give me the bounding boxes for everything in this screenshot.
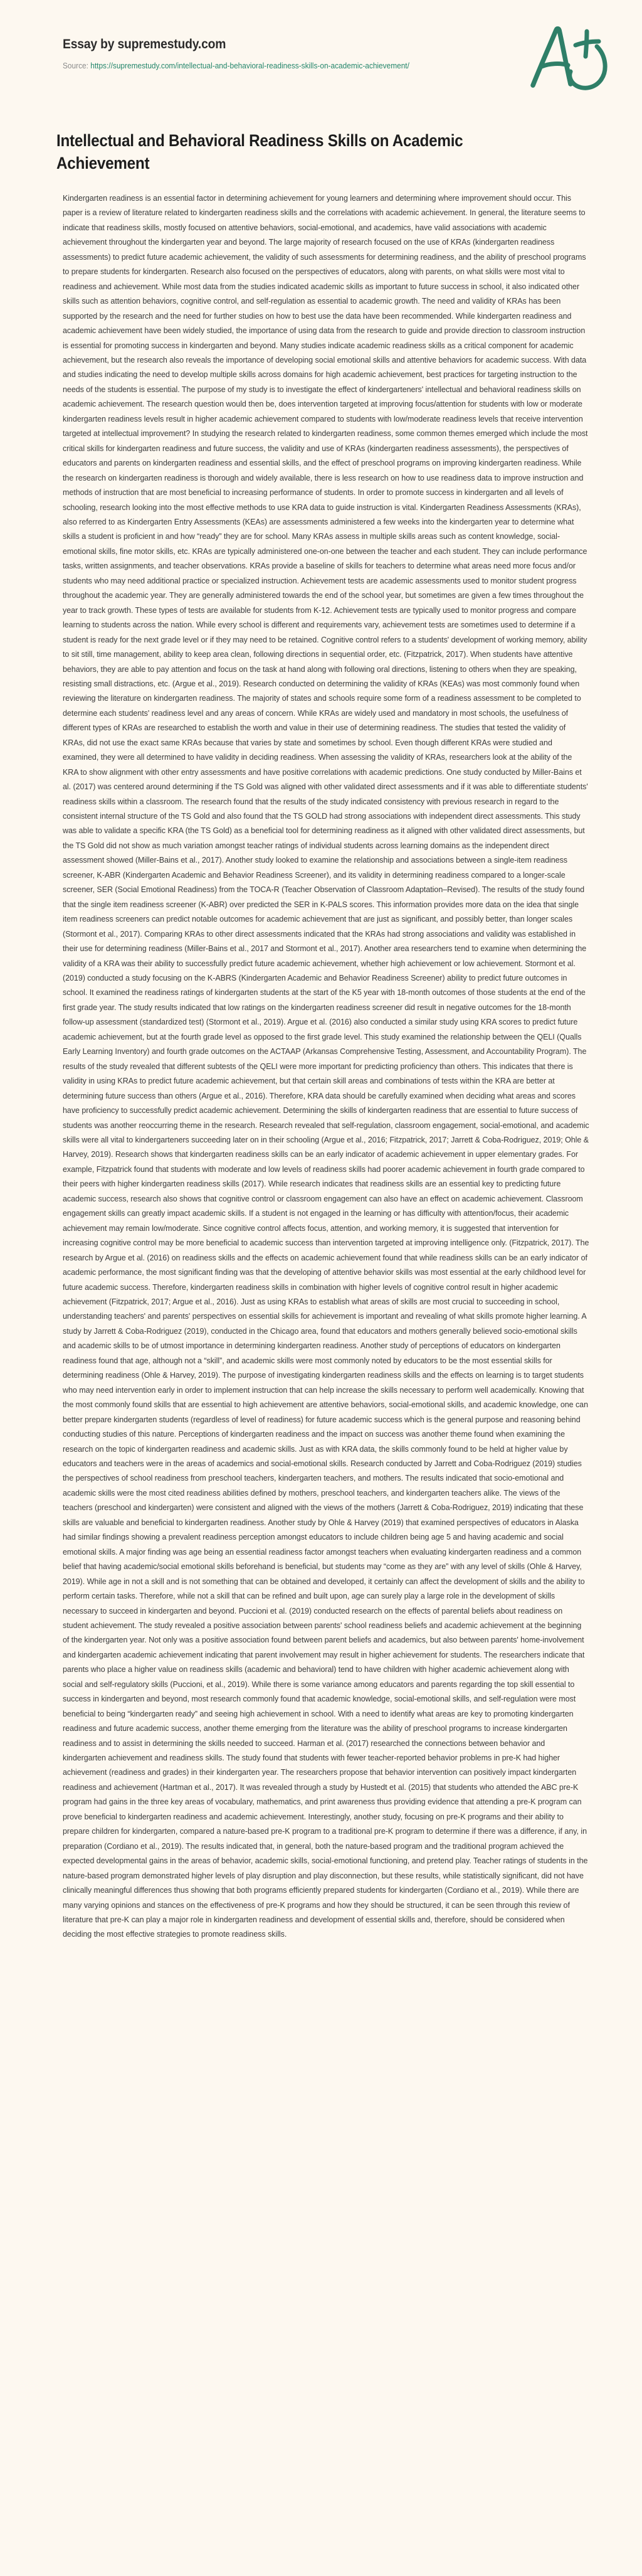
essay-paragraph: Kindergarten readiness is an essential factor in determining achievement for young learners and determining where improvement should occur. This paper is a review of literature related to kindergarten readiness skills and the correlations with academic achievement. In general, the literature seems to indicate that readiness skills, mostly focused on attentive behaviors, social-emotional, and academics, have valid associations with academic achievement throughout the kindergarten year and beyond. The large majority of research focused on the use of KRAs (kindergarten readiness assessments) to predict future academic achievement, the validity of such assessments for determining readiness, and the ability of preschool programs to prepare students for kindergarten. Research also focused on the perspectives of educators, along with parents, on what skills were most vital to readiness and achievement. While most data from the studies indicated academic skills as important to future success in school, it also indicated other skills such as attention behaviors, cognitive control, and self-regulation as essential to academic growth. The need and validity of KRAs has been supported by the research and the need for further studies on how to best use the data have been recommended. While kindergarten readiness and academic achievement have been widely studied, the importance of using data from the research to guide and provide direction to classroom instruction is essential for promoting success in kindergarten and beyond. Many studies indicate academic readiness skills as a critical component for academic achievement, but the research also reveals the importance of developing social emotional skills and attentive behaviors for academic success. With data and studies indicating the need to develop multiple skills across domains for high academic achievement, best practices for targeting instruction to the needs of the students is essential. The purpose of my study is to investigate the effect of kindergarteners' intellectual and behavioral readiness skills on academic achievement. The research question would then be, does intervention targeted at improving focus/attention for students with low or moderate kindergarten readiness levels result in higher academic achievement compared to students with low/moderate readiness levels that receive intervention targeted at intellectual improvement? In studying the research related to kindergarten readiness, some common themes emerged which include the most critical skills for kindergarten readiness and future success, the validity and use of KRAs (kindergarten readiness assessments), the perspectives of educators and parents on kindergarten readiness and essential skills, and the effect of preschool programs on improving kindergarten readiness. While the research on kindergarten readiness is thorough and widely available, there is less research on how to use readiness data to improve instruction and methods of instruction that are most beneficial to increasing performance of students. In order to promote success in kindergarten and all levels of schooling, research looking into the most effective methods to use KRA data to guide instruction is vital. Kindergarten Readiness Assessments (KRAs), also referred to as Kindergarten Entry Assessments (KEAs) are assessments administered a few weeks into the kindergarten year to determine what skills a student is proficient in and how “ready” they are for school. Many KRAs assess in multiple skills areas such as content knowledge, social-emotional skills, fine motor skills, etc. KRAs are typically administered one-on-one between the teacher and each student. They can include performance tasks, written assignments, and teacher observations. KRAs provide a baseline of skills for teachers to determine what areas need more focus and/or students who may need additional practice or specialized instruction. Achievement tests are academic assessments used to monitor student progress throughout the academic year. They are generally administered towards the end of the school year, but sometimes are given a few times throughout the year to track growth. These types of tests are available for students from K-12. Achievement tests are typically used to monitor progress and compare learning to students across the nation. While every school is different and requirements vary, achievement tests are sometimes used to determine if a student is ready for the next grade level or if they may need to be retained. Cognitive control refers to a students' development of working memory, ability to sit still, time management, ability to keep area clean, following directions in sequential order, etc. (Fitzpatrick, 2017). When students have attentive behaviors, they are able to pay attention and focus on the task at hand along with following oral directions, listening to others when they are speaking, resisting small distractions, etc. (Argue et al., 2019). Research conducted on determining the validity of KRAs (KEAs) was most commonly found when reviewing the literature on kindergarten readiness. The majority of states and schools require some form of a readiness assessment to be completed to determine each students' readiness level and any areas of concern. While KRAs are widely used and mandatory in most schools, the usefulness of different types of KRAs are researched to establish the worth and value in their use of determining readiness. The studies that tested the validity of KRAs, did not use the exact same KRAs because that varies by state and sometimes by school. Even though different KRAs were studied and examined, they were all determined to have validity in deciding readiness. When assessing the validity of KRAs, researchers look at the ability of the KRA to show alignment with other entry assessments and have positive correlations with academic predictions. One study conducted by Miller-Bains et al. (2017) was centered around determining if the TS Gold was aligned with other validated direct assessments and if it was able to differentiate students' readiness skills within a classroom. The research found that the results of the study indicated consistency with previous research in regard to the consistent internal structure of the TS Gold and also found that the TS GOLD had strong associations with independent direct assessments. This study was able to validate a specific KRA (the TS Gold) as a beneficial tool for determining readiness as it aligned with other validated direct assessments, but the TS Gold did not show as much variation amongst teacher ratings of individual students across learning domains as the independent direct assessment showed (Miller-Bains et al., 2017). Another study looked to examine the relationship and associations between a single-item readiness screener, K-ABR (Kindergarten Academic and Behavior Readiness Screener), and its validity in determining readiness compared to a longer-scale screener, SER (Social Emotional Readiness) from the TOCA-R (Teacher Observation of Classroom Adaptation–Revised). The results of the study found that the single item readiness screener (K-ABR) over predicted the SER in K-PALS scores. This information provides more data on the idea that single item readiness screeners can predict notable outcomes for academic achievement that are just as significant, and possibly better, than longer scales (Stormont et al., 2017). Comparing KRAs to other direct assessments indicated that the KRAs had strong associations and validity was established in their use for determining readiness (Miller-Bains et al., 2017 and Stormont et al., 2017). Another area researchers tend to examine when determining the validity of a KRA was their ability to successfully predict future academic achievement, whether high achievement or low achievement. Stormont et al. (2019) conducted a study focusing on the K-ABRS (Kindergarten Academic and Behavior Readiness Screener) ability to predict future outcomes in school. It examined the readiness ratings of kindergarten students at the start of the K5 year with 18-month outcomes of those students at the end of the first grade year. The study results indicated that low ratings on the kindergarten readiness screener did result in negative outcomes for the 18-month follow-up assessment (standardized test) (Stormont et al., 2019). Argue et al. (2016) also conducted a similar study using KRA scores to predict future academic achievement, but at the fourth grade level as opposed to the first grade level. This study examined the relationship between the QELI (Qualls Early Learning Inventory) and fourth grade outcomes on the ACTAAP (Arkansas Comprehensive Testing, Assessment, and Accountability Program). The results of the study revealed that different subtests of the QELI were more important for predicting proficiency than others. This indicates that there is validity in using KRAs to predict future academic achievement, but that certain skill areas and combinations of tests within the KRA are better at determining future success than others (Argue et al., 2016). Therefore, KRA data should be carefully examined when deciding what areas and scores have proficiency to successfully predict academic achievement. Determining the skills of kindergarten readiness that are essential to future success of students was another reoccurring theme in the research. Research revealed that self-regulation, classroom engagement, social-emotional, and academic skills were all vital to kindergarteners succeeding later on in their schooling (Argue et al., 2016; Fitzpatrick, 2017; Jarrett & Coba-Rodriguez, 2019; Ohle & Harvey, 2019). Research shows that kindergarten readiness skills can be an early indicator of academic achievement in upper elementary grades. For example, Fitzpatrick found that students with moderate and low levels of readiness skills had poorer academic achievement in fourth grade compared to their peers with higher kindergarten readiness skills (2017). While research indicates that readiness skills are an essential key to predicting future academic success, research also shows that cognitive control or classroom engagement can also have an effect on academic achievement. Classroom engagement skills can greatly impact academic skills. If a student is not engaged in the learning or has difficulty with attention/focus, their academic achievement may remain low/moderate. Since cognitive control affects focus, attention, and working memory, it is suggested that intervention for increasing cognitive control may be more beneficial to academic success than intervention targeted at improving intelligence only. (Fitzpatrick, 2017). The research by Argue et al. (2016) on readiness skills and the effects on academic achievement found that while readiness skills can be an early indicator of academic performance, the most significant finding was that the developing of attentive behavior skills was most essential at the early childhood level for future academic success. Therefore, kindergarten readiness skills in combination with higher levels of cognitive control result in higher academic achievement (Fitzpatrick, 2017; Argue et al., 2016). Just as using KRAs to establish what areas of skills are most crucial to succeeding in school, understanding teachers' and parents' perspectives on essential skills for achievement is important and revealing of what skills promote higher learning. A study by Jarrett & Coba-Rodriguez (2019), conducted in the Chicago area, found that educators and mothers generally believed socio-emotional skills and academic skills to be of utmost importance in determining kindergarten readiness. Another study of perceptions of educators on kindergarten readiness found that age, although not a “skill”, and academic skills were most commonly noted by educators to be the most essential skills for determining readiness (Ohle & Harvey, 2019). The purpose of investigating kindergarten readiness skills and the effects on learning is to target students who may need intervention early in order to implement instruction that can help increase the skills necessary to perform well academically. Knowing that the most commonly found skills that are essential to high achievement are attentive behaviors, social-emotional skills, and academic knowledge, one can better prepare kindergarten students (regardless of level of readiness) for future academic success which is the general purpose and reasoning behind conducting studies of this nature. Perceptions of kindergarten readiness and the impact on success was another theme found when examining the research on the topic of kindergarten readiness and academic skills. Just as with KRA data, the skills commonly found to be held at higher value by educators and teachers were in the areas of academics and social-emotional skills. Research conducted by Jarrett and Coba-Rodriguez (2019) studies the perspectives of school readiness from preschool teachers, kindergarten teachers, and mothers. The results indicated that socio-emotional and academic skills were the most cited readiness abilities defined by mothers, preschool teachers, and kindergarten teachers alike. The views of the teachers (preschool and kindergarten) were consistent and aligned with the views of the mothers (Jarrett & Coba-Rodriguez, 2019) indicating that these skills are valuable and beneficial to kindergarten readiness. Another study by Ohle & Harvey (2019) that examined perspectives of educators in Alaska had similar findings showing a prevalent readiness perception amongst educators to include children being age 5 and having academic and social emotional skills. A major finding was age being an essential readiness factor amongst teachers when evaluating kindergarten readiness and a common belief that having academic/social emotional skills beforehand is beneficial, but students may “come as they are” with any level of skills (Ohle & Harvey, 2019). While age in not a skill and is not something that can be obtained and developed, it certainly can affect the development of skills and the ability to perform certain tasks. Therefore, while not a skill that can be refined and built upon, age can surely play a large role in the development of skills necessary to succeed in kindergarten and beyond. Puccioni et al. (2019) conducted research on the effects of parental beliefs about readiness on student achievement. The study revealed a positive association between parents' school readiness beliefs and academic achievement at the beginning of the kindergarten year. Not only was a positive association found between parent beliefs and academics, but also between parents' home-involvement and kindergarten academic achievement indicating that parent involvement may result in higher achievement for students. The researchers indicate that parents who place a higher value on readiness skills (academic and behavioral) tend to have children with higher academic achievement along with social and self-regulatory skills (Puccioni, et al., 2019). While there is some variance among educators and parents regarding the top skill essential to success in kindergarten and beyond, most research commonly found that academic knowledge, social-emotional skills, and self-regulation were most beneficial to being “kindergarten ready” and seeing high achievement in school. With a need to identify what areas are key to promoting kindergarten readiness and future academic success, another theme emerging from the literature was the ability of preschool programs to increase kindergarten readiness and to assist in determining the skills needed to succeed. Harman et al. (2017) researched the connections between behavior and kindergarten achievement and readiness skills. The study found that students with fewer teacher-reported behavior problems in pre-K had higher achievement (readiness and grades) in their kindergarten year. The researchers propose that behavior intervention can positively impact kindergarten readiness and achievement (Hartman et al., 2017). It was revealed through a study by Hustedt et al. (2015) that students who attended the ABC pre-K program had gains in the three key areas of vocabulary, mathematics, and print awareness thus providing evidence that attending a pre-K program can prove beneficial to kindergarten readiness and academic achievement. Interestingly, another study, focusing on pre-K programs and their ability to prepare children for kindergarten, compared a nature-based pre-K program to a traditional pre-K program to determine if there was a difference, if any, in preparation (Cordiano et al., 2019). The results indicated that, in general, both the nature-based program and the traditional program achieved the expected developmental gains in the areas of behavior, academic skills, social-emotional functioning, and pretend play. Teacher ratings of students in the nature-based program demonstrated higher levels of play disruption and play disconnection, but these results, while statistically significant, did not have clinically meaningful differences thus showing that both programs efficiently prepared students for kindergarten (Cordiano et al., 2019). While there are many varying opinions and stances on the effectiveness of pre-K programs and how they should be structured, it can be seen through this review of literature that pre-K can play a major role in kindergarten readiness and development of essential skills and, therefore, should be considered when deciding the most effective strategies to promote readiness skills.	[63, 193, 589, 1939]
page-title: Intellectual and Behavioral Readiness Skills on Academic Achievement	[56, 131, 463, 173]
source-line	[63, 61, 444, 72]
brand-title: Essay by supremestudy.com	[63, 37, 226, 51]
source-url-link[interactable]: https://supremestudy.com/intellectual-and-behavioral-readiness-skills-on-academic-achievement/	[90, 61, 409, 71]
source-label: Source:	[63, 61, 88, 71]
page-header	[0, 0, 642, 94]
a-plus-logo-icon	[527, 18, 614, 94]
essay-body	[0, 191, 642, 1992]
